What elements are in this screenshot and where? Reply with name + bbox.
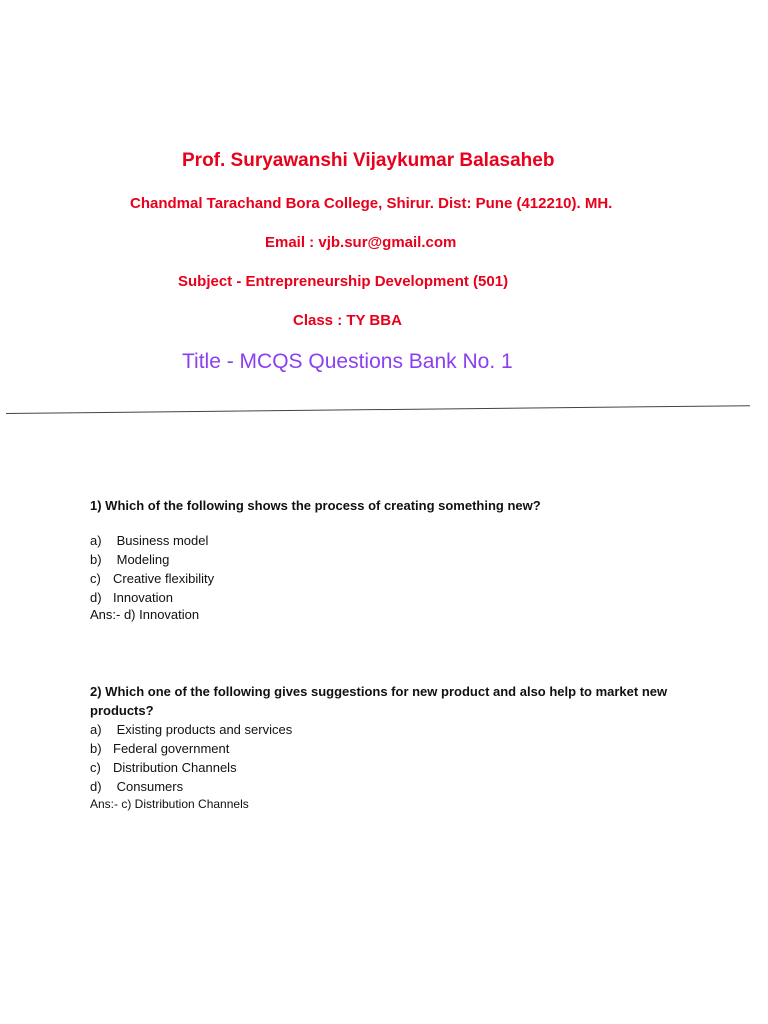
question-2-options: [90, 720, 292, 796]
option-letter: a): [90, 722, 102, 737]
answer-1: Ans:- d) Innovation: [90, 607, 200, 622]
option-letter: d): [90, 590, 102, 605]
option-text: Existing products and services: [113, 722, 293, 737]
author-name: Prof. Suryawanshi Vijaykumar Balasaheb: [182, 150, 555, 171]
class-line: Class : TY BBA: [293, 312, 402, 329]
document-title: Title - MCQS Questions Bank No. 1: [182, 350, 513, 373]
college-line: Chandmal Tarachand Bora College, Shirur. Dist: Pune (412210). MH.: [130, 195, 613, 212]
option-letter: c): [90, 571, 101, 586]
option-text: Innovation: [113, 590, 173, 605]
option-text: Business model: [113, 533, 209, 548]
option: [90, 550, 214, 569]
option-text: Distribution Channels: [113, 760, 237, 775]
question-1: 1) Which of the following shows the process of creating something new?: [90, 498, 541, 513]
option: [90, 531, 214, 550]
horizontal-divider: [6, 405, 750, 414]
option: [90, 739, 292, 758]
option-text: Creative flexibility: [113, 571, 215, 586]
option-text: Modeling: [113, 552, 170, 567]
option: [90, 720, 292, 739]
option-letter: b): [90, 741, 102, 756]
option: [90, 758, 292, 777]
email-line: Email : vjb.sur@gmail.com: [265, 234, 457, 251]
answer-2: Ans:- c) Distribution Channels: [90, 797, 249, 811]
option-text: Consumers: [113, 779, 184, 794]
option: [90, 569, 214, 588]
question-1-options: [90, 531, 214, 607]
option-letter: d): [90, 779, 102, 794]
option: [90, 588, 214, 607]
question-2: 2) Which one of the following gives suggestions for new product and also help to market new products?: [90, 684, 668, 718]
option-letter: c): [90, 760, 101, 775]
subject-line: Subject - Entrepreneurship Development (501): [178, 273, 509, 290]
option: [90, 777, 292, 796]
option-letter: a): [90, 533, 102, 548]
option-text: Federal government: [113, 741, 230, 756]
option-letter: b): [90, 552, 102, 567]
